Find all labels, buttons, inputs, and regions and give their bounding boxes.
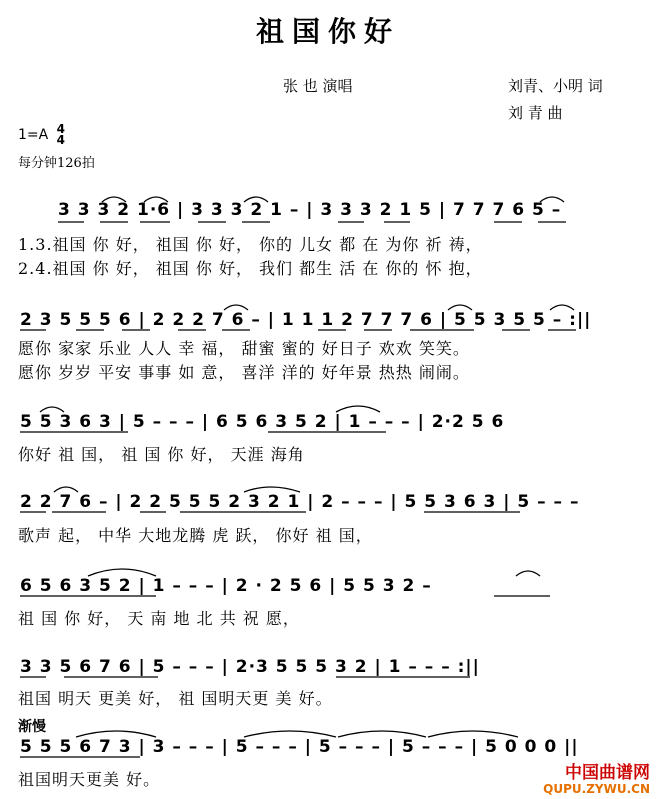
lyrics-line-1a: 1.3.祖国 你 好， 祖国 你 好， 你的 儿女 都 在 为你 祈 祷，	[18, 235, 483, 254]
notation-line-2: 2 3 5 5 5 6 | 2 2 2 7 6 – | 1 1 1 2 7 7 7 6 | 5 5 3 5 5 – :||	[20, 310, 592, 330]
notation-line-7: 5 5 5 6 7 3 | 3 – – – | 5 – – – | 5 – – – | 5 – – – | 5 0 0 0 ||	[20, 737, 579, 757]
ritardando-marking: 渐慢	[18, 719, 46, 735]
watermark-line-1: 中国曲谱网	[565, 763, 650, 783]
lyrics-line-6: 祖国 明天 更美 好， 祖 国明天更 美 好。	[18, 689, 333, 708]
lyrics-line-2a: 愿你 家家 乐业 人人 幸 福， 甜蜜 蜜的 好日子 欢欢 笑笑。	[18, 339, 470, 358]
tempo-marking: 每分钟126拍	[18, 156, 95, 171]
watermark-line-2: QUPU.ZYWU.CN	[543, 782, 650, 796]
key-label: 1=A	[18, 127, 49, 143]
lyrics-line-7: 祖国明天更美 好。	[18, 770, 161, 789]
notation-line-5: 6 5 6 3 5 2 | 1 – – – | 2 · 2 5 6 | 5 5 3 2 –	[20, 576, 432, 596]
notation-line-6: 3 3 5 6 7 6 | 5 – – – | 2·3 5 5 5 3 2 | 1 – – – :||	[20, 657, 480, 677]
song-title: 祖国你好	[255, 15, 400, 48]
lyrics-line-5: 祖 国 你 好， 天 南 地 北 共 祝 愿，	[18, 609, 300, 628]
notation-line-3: 5 5 3 6 3 | 5 – – – | 6 5 6 3 5 2 | 1 – – – | 2·2 5 6	[20, 412, 505, 432]
composer-credit: 刘 青 曲	[508, 104, 563, 122]
lyrics-line-4: 歌声 起， 中华 大地龙腾 虎 跃， 你好 祖 国，	[18, 526, 373, 545]
lyrics-line-2b: 愿你 岁岁 平安 事事 如 意， 喜洋 洋的 好年景 热热 闹闹。	[18, 363, 470, 382]
notation-line-1: 3 3 3 2 1·6 | 3 3 3 2 1 – | 3 3 3 2 1 5 | 7 7 7 6 5 –	[58, 200, 562, 220]
lyrics-line-1b: 2.4.祖国 你 好， 祖国 你 好， 我们 都生 活 在 你的 怀 抱，	[18, 259, 483, 278]
lyrics-line-3: 你好 祖 国， 祖 国 你 好， 天涯 海角	[18, 445, 305, 464]
site-watermark	[543, 765, 650, 797]
notation-line-4: 2 2 7 6 – | 2 2 5 5 5 2 3 2 1 | 2 – – – | 5 5 3 6 3 | 5 – – –	[20, 492, 580, 512]
lyricist-credit: 刘青、小明 词	[508, 77, 603, 95]
time-bottom: 4	[56, 133, 66, 147]
time-top: 4	[56, 122, 66, 136]
singer-credit: 张 也 演唱	[283, 77, 353, 95]
